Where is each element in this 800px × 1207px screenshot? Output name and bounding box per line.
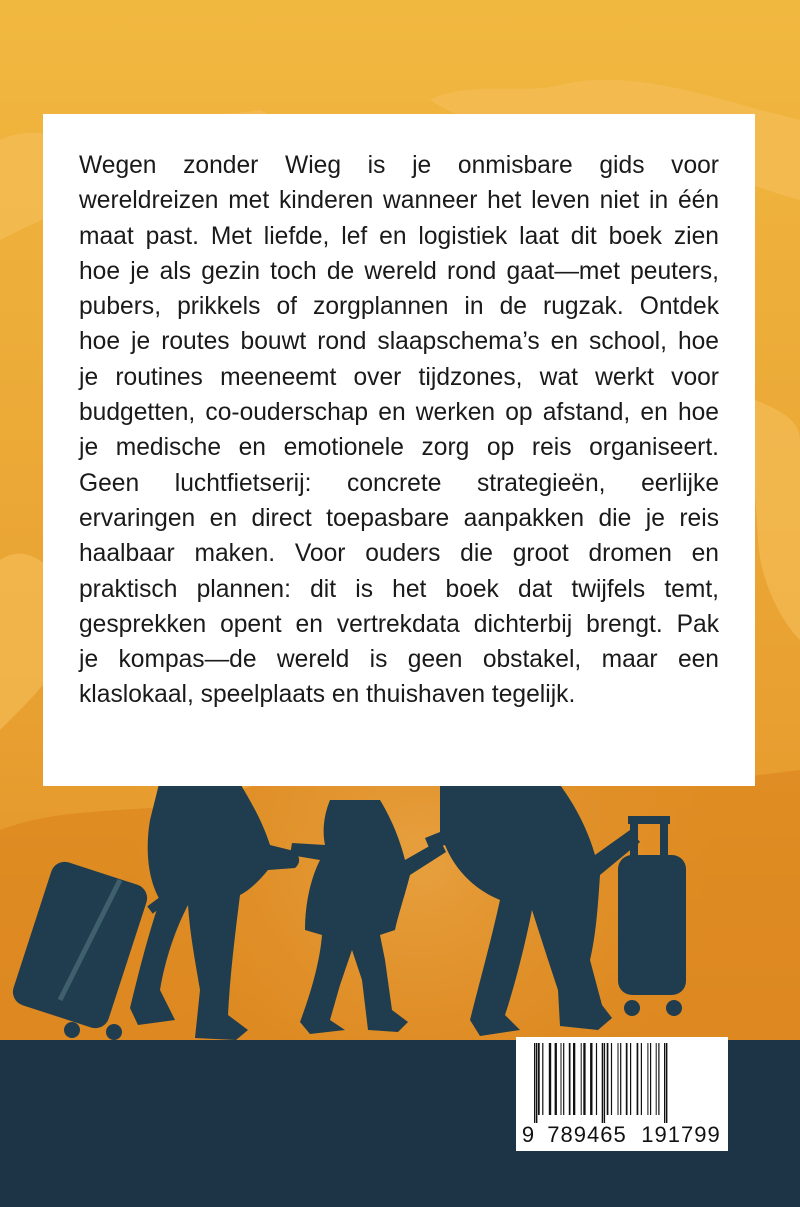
blurb-line: wereldreizen met kinderen wanneer het leven niet in één — [79, 187, 719, 215]
barcode-bar — [607, 1043, 609, 1115]
blurb-line: haalbaar maken. Voor ouders die groot dromen en — [79, 540, 719, 568]
barcode-bar — [569, 1043, 571, 1115]
barcode-bar — [596, 1043, 597, 1115]
barcode-guard-bar — [602, 1043, 603, 1123]
blurb-panel — [43, 114, 755, 786]
blurb-line: pubers, prikkels of zorgplannen in de rugzak. Ontdek — [79, 293, 719, 321]
barcode-guard-bar — [666, 1043, 667, 1123]
barcode-guard-bar — [534, 1043, 535, 1123]
barcode-bar — [637, 1043, 639, 1115]
blurb-line: je kompas—de wereld is geen obstakel, maar een — [79, 646, 719, 674]
blurb-line: gesprekken opent en vertrekdata dichterbij brengt. Pak — [79, 610, 719, 638]
barcode-bar — [563, 1043, 564, 1115]
barcode-digits — [516, 1121, 728, 1149]
barcode-bar — [561, 1043, 562, 1115]
barcode-first-digit: 9 — [521, 1122, 535, 1147]
barcode-bar — [618, 1043, 619, 1115]
barcode-bar — [583, 1043, 585, 1115]
barcode-guard-bar — [664, 1043, 665, 1123]
barcode-bar — [626, 1043, 628, 1115]
blurb-line: hoe je routes bouwt rond slaapschema’s en school, hoe — [79, 328, 719, 356]
barcode-bar — [555, 1043, 557, 1115]
barcode-guard-bar — [604, 1043, 605, 1123]
barcode-bar — [647, 1043, 648, 1115]
blurb-line: maat past. Met liefde, lef en logistiek laat dit boek zien — [79, 222, 719, 250]
barcode-bar — [573, 1043, 575, 1115]
barcode-bar — [590, 1043, 592, 1115]
barcode-bar — [650, 1043, 651, 1115]
blurb-line: je routines meeneemt over tijdzones, wat werkt voor — [79, 363, 719, 391]
blurb-line: budgetten, co-ouderschap en werken op afstand, en hoe — [79, 399, 719, 427]
blurb-line: je medische en emotionele zorg op reis organiseert. — [79, 434, 719, 462]
barcode-left-group: 789465 — [547, 1122, 627, 1147]
isbn-barcode — [516, 1037, 728, 1151]
barcode-bar — [538, 1043, 540, 1115]
blurb-line: Wegen zonder Wieg is je onmisbare gids voor — [79, 152, 719, 179]
barcode-guard-bar — [536, 1043, 537, 1123]
blurb-line: klaslokaal, speelplaats en thuishaven tegelijk. — [79, 681, 576, 709]
barcode-bars — [522, 1043, 722, 1123]
barcode-bar — [611, 1043, 612, 1115]
blurb-line: hoe je als gezin toch de wereld rond gaat—met peuters, — [79, 257, 719, 285]
barcode-bar — [549, 1043, 551, 1115]
barcode-bar — [656, 1043, 657, 1115]
barcode-bar — [581, 1043, 582, 1115]
blurb-line: ervaringen en direct toepasbare aanpakken die je reis — [79, 504, 719, 532]
barcode-bar — [658, 1043, 659, 1115]
barcode-bar — [630, 1043, 631, 1115]
barcode-right-group: 191799 — [641, 1122, 721, 1147]
barcode-bar — [620, 1043, 621, 1115]
blurb-line: praktisch plannen: dit is het boek dat twijfels temt, — [79, 575, 719, 603]
barcode-bar — [641, 1043, 642, 1115]
blurb-line: Geen luchtfietserij: concrete strategieën, eerlijke — [79, 469, 719, 497]
barcode-bar — [542, 1043, 543, 1115]
back-cover-blurb — [79, 148, 719, 713]
